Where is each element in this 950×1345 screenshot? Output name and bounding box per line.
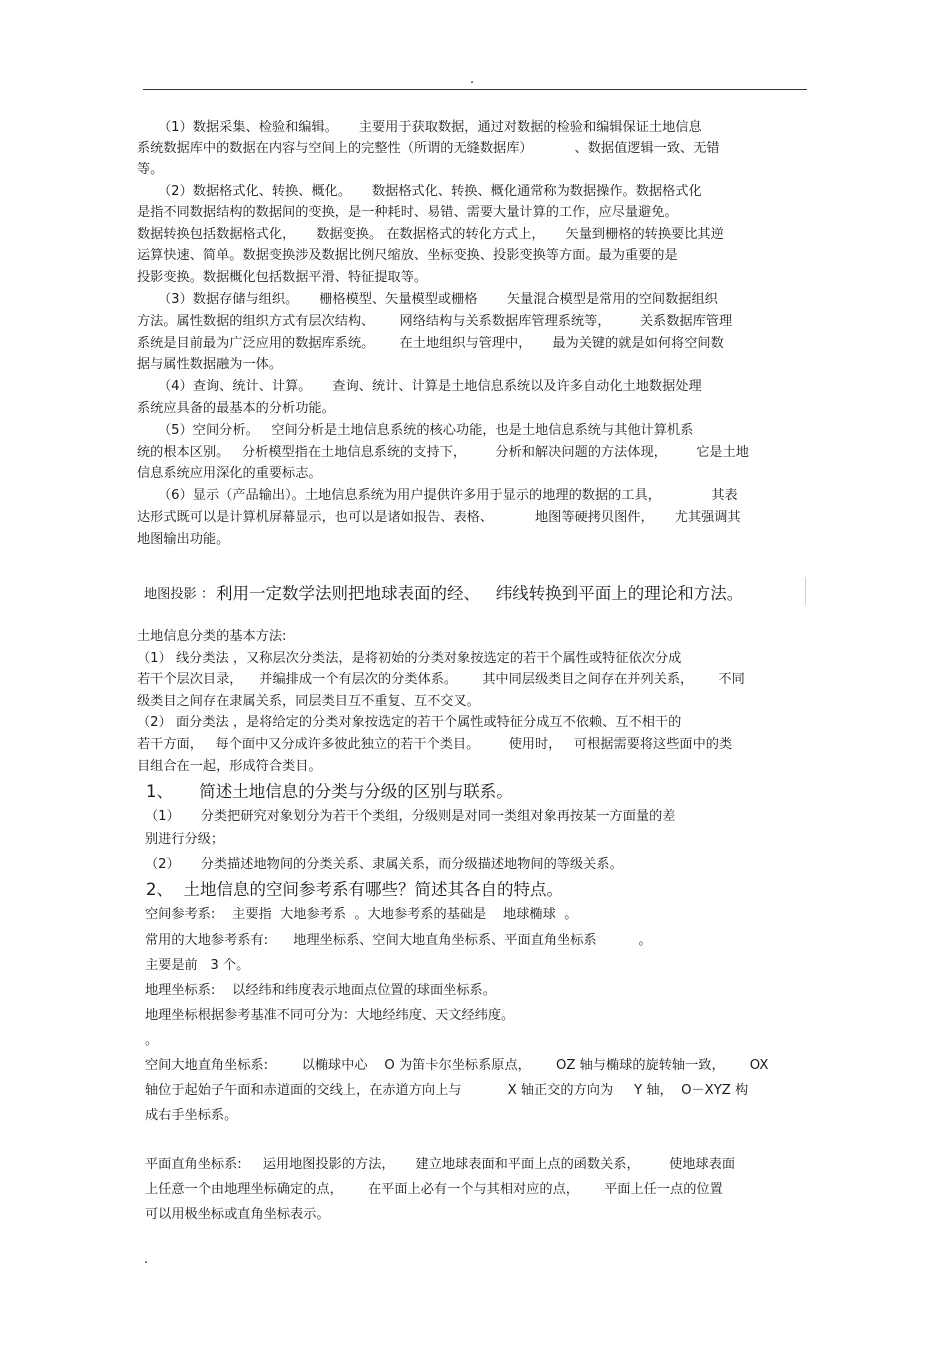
para-line: （5）空间分析。 空间分析是土地信息系统的核心功能，也是土地信息系统与其他计算机系: [158, 423, 694, 438]
para-line: 若干个层次目录， 并编排成一个有层次的分类体系。 其中同层级类目之间存在并列关系， 不同: [137, 672, 745, 687]
answer-line: 常用的大地参考系有: 地理坐标系、空间大地直角坐标系、平面直角坐标系 。: [145, 933, 652, 948]
para-line: 投影变换。数据概化包括数据平滑、特征提取等。: [137, 270, 428, 285]
para-line: 等。: [137, 162, 164, 177]
para-line: 目组合在一起，形成符合类目。: [137, 759, 322, 774]
question-title: 2、 土地信息的空间参考系有哪些？简述其各自的特点。: [146, 880, 563, 899]
answer-line: 空间参考系: 主要指 大地参考系 。大地参考系的基础是 地球椭球 。: [145, 907, 578, 922]
answer-line: 平面直角坐标系: 运用地图投影的方法， 建立地球表面和平面上点的函数关系， 使地球表面: [145, 1157, 736, 1172]
map-projection-box: [136, 577, 806, 605]
para-line: 若干方面， 每个面中又分成许多彼此独立的若干个类目。 使用时， 可根据需要将这些面中的类: [137, 737, 733, 752]
question-title: 1、 简述土地信息的分类与分级的区别与联系。: [146, 782, 513, 801]
answer-line: 主要是前 3 个。: [145, 958, 250, 973]
para-line: （2）数据格式化、转换、概化。 数据格式化、转换、概化通常称为数据操作。数据格式化: [158, 184, 702, 199]
header-rule: [143, 89, 807, 90]
section-heading: 土地信息分类的基本方法:: [137, 629, 287, 644]
header-mark: .: [470, 72, 475, 87]
answer-line: 上任意一个由地理坐标确定的点， 在平面上必有一个与其相对应的点， 平面上任一点的位置: [145, 1182, 723, 1197]
para-line: 系统是目前最为广泛应用的数据库系统。 在土地组织与管理中， 最为关键的就是如何将空间数: [137, 336, 724, 351]
para-line: （6）显示（产品输出）。土地信息系统为用户提供许多用于显示的地理的数据的工具， 其表: [158, 488, 738, 503]
map-projection-label: 地图投影 ：: [144, 587, 215, 602]
para-line: 统的根本区别。 分析模型指在土地信息系统的支持下， 分析和解决问题的方法体现， 它是土地: [137, 445, 749, 460]
answer-line: 地理坐标根据参考基准不同可分为：大地经纬度、天文经纬度。: [145, 1008, 515, 1023]
para-line: 级类目之间存在隶属关系，同层类目互不重复、互不交叉。: [137, 694, 480, 709]
para-line: （2） 面分类法 ，是将给定的分类对象按选定的若干个属性或特征分成互不依赖、互不相干的: [137, 715, 682, 730]
para-line: 运算快速、简单。数据变换涉及数据比例尺缩放、坐标变换、投影变换等方面。最为重要的是: [137, 248, 678, 263]
answer-line: （2） 分类描述地物间的分类关系、隶属关系，而分级描述地物间的等级关系。: [145, 857, 623, 872]
answer-line: 地理坐标系: 以经纬和纬度表示地面点位置的球面坐标系。: [145, 983, 496, 998]
answer-line: 成右手坐标系。: [145, 1108, 238, 1123]
answer-line: 可以用极坐标或直角坐标表示。: [145, 1207, 330, 1222]
para-line: 是指不同数据结构的数据间的变换，是一种耗时、易错、需要大量计算的工作，应尽量避免。: [137, 205, 678, 220]
para-line: （3）数据存储与组织。 栅格模型、矢量模型或栅格 矢量混合模型是常用的空间数据组织: [158, 292, 718, 307]
para-line: （1） 线分类法 ，又称层次分类法，是将初始的分类对象按选定的若干个属性或特征依次分成: [137, 651, 682, 666]
answer-line: 轴位于起始子午面和赤道面的交线上，在赤道方向上与 X 轴正交的方向为 Y 轴， O－XYZ 构: [145, 1083, 749, 1098]
para-line: 系统应具备的最基本的分析功能。: [137, 401, 335, 416]
answer-line: 空间大地直角坐标系: 以椭球中心 O 为笛卡尔坐标系原点， OZ 轴与椭球的旋转轴一致， OX: [145, 1058, 769, 1073]
answer-line: （1） 分类把研究对象划分为若干个类组，分级则是对同一类组对象再按某一方面量的差: [145, 809, 676, 824]
para-line: 系统数据库中的数据在内容与空间上的完整性（所谓的无缝数据库） 、数据值逻辑一致、无错: [137, 141, 720, 156]
para-line: 达形式既可以是计算机屏幕显示，也可以是诸如报告、表格、 地图等硬拷贝图件， 尤其强调其: [137, 510, 741, 525]
para-line: （1）数据采集、检验和编辑。 主要用于获取数据，通过对数据的检验和编辑保证土地信息: [158, 120, 702, 135]
footer-mark: .: [144, 1252, 149, 1267]
para-line: 方法。属性数据的组织方式有层次结构、 网络结构与关系数据库管理系统等， 关系数据库管理: [137, 314, 733, 329]
para-line: 信息系统应用深化的重要标志。: [137, 466, 322, 481]
answer-line: 别进行分级；: [145, 832, 225, 847]
map-projection-definition: 利用一定数学法则把地球表面的经、 纬线转换到平面上的理论和方法。: [216, 584, 744, 603]
para-line: 数据转换包括数据格式化， 数据变换。 在数据格式的转化方式上， 矢量到栅格的转换要比其逆: [137, 227, 724, 242]
para-line: （4）查询、统计、计算。 查询、统计、计算是土地信息系统以及许多自动化土地数据处理: [158, 379, 702, 394]
para-line: 据与属性数据融为一体。: [137, 357, 283, 372]
answer-line: 。: [145, 1033, 159, 1048]
para-line: 地图输出功能。: [137, 532, 230, 547]
